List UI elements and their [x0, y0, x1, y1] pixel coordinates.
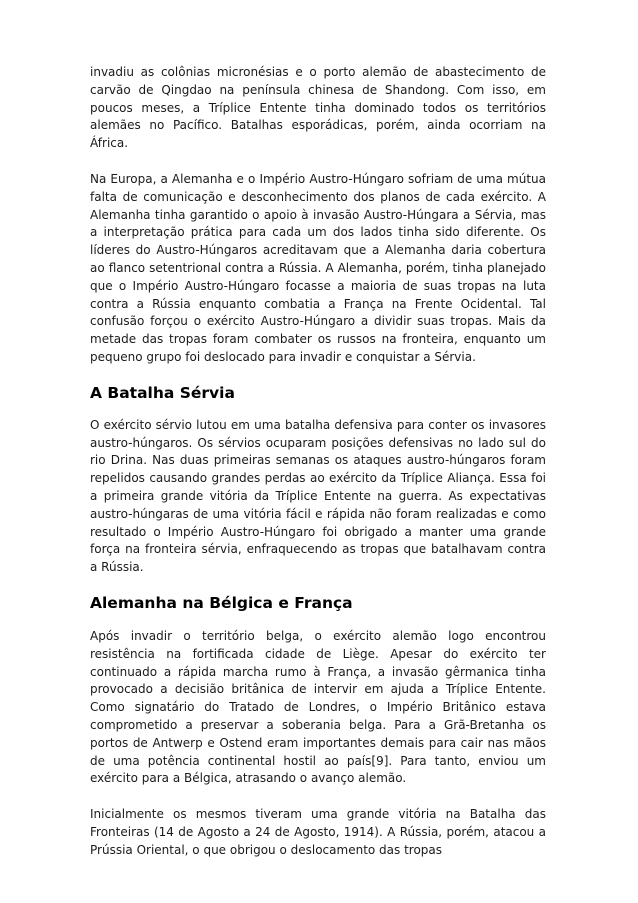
heading-germany-belgium-france: Alemanha na Bélgica e França [90, 593, 353, 612]
paragraph-serbian-battle: O exército sérvio lutou em uma batalha defensiva para conter os invasores austro-húngaros. Os sérvios ocuparam posições defensivas no lado sul do rio Drina. Nas duas primeiras semanas os ataques austro-húngaros foram repelidos causando grandes perdas ao exército da Tríplice Aliança. Essa foi a primeira grande vitória da Tríplice Entente na guerra. As expectativas austro-húngaras de uma vitória fácil e rápida não foram realizadas e como resultado o Império Austro-Húngaro foi obrigado a manter uma grande força na fronteira sérvia, enfraquecendo as tropas que batalhavam contra a Rússia. [90, 417, 546, 575]
paragraph-frontiers-battle: Inicialmente os mesmos tiveram uma grande vitória na Batalha das Fronteiras (14 de Agosto a 24 de Agosto, 1914). A Rússia, porém, atacou a Prússia Oriental, o que obrigou o deslocamento das tropas [90, 807, 546, 857]
paragraph-belgium-invasion: Após invadir o território belga, o exército alemão logo encontrou resistência na fortificada cidade de Liège. Apesar do exército ter continuado a rápida marcha rumo à França, a invasão gêrmanica tinha provocado a decisião britânica de intervir em ajuda a Tríplice Entente. Como signatário do Tratado de Londres, o Império Britânico estava comprometido a preservar a soberania belga. Para a Grã-Bretanha os portos de Antwerp e Ostend eram importantes demais para cair nas mãos de uma potência continental hostil ao país[9]. Para tanto, enviou um exército para a Bélgica, atrasando o avanço alemão. [90, 628, 546, 786]
heading-serbian-battle: A Batalha Sérvia [90, 383, 235, 402]
document-page [90, 64, 546, 859]
paragraph-europe: Na Europa, a Alemanha e o Império Austro-Húngaro sofriam de uma mútua falta de comunicação e desconhecimento dos planos de cada exército. A Alemanha tinha garantido o apoio à invasão Austro-Húngara a Sérvia, mas a interpretação prática para cada um dos lados tinha sido diferente. Os líderes do Austro-Húngaros acreditavam que a Alemanha daria cobertura ao flanco setentrional contra a Rússia. A Alemanha, porém, tinha planejado que o Império Austro-Húngaro focasse a maioria de suas tropas na luta contra a Rússia enquanto combatia a França na Frente Ocidental. Tal confusão forçou o exército Austro-Húngaro a dividir suas tropas. Mais da metade das tropas foram combater os russos na fronteira, enquanto um pequeno grupo foi deslocado para invadir e conquistar a Sérvia. [90, 171, 546, 364]
paragraph-pacific: invadiu as colônias micronésias e o porto alemão de abastecimento de carvão de Qingdao na península chinesa de Shandong. Com isso, em poucos meses, a Tríplice Entente tinha dominado todos os territórios alemães no Pacífico. Batalhas esporádicas, porém, ainda ocorriam na África. [90, 65, 546, 151]
